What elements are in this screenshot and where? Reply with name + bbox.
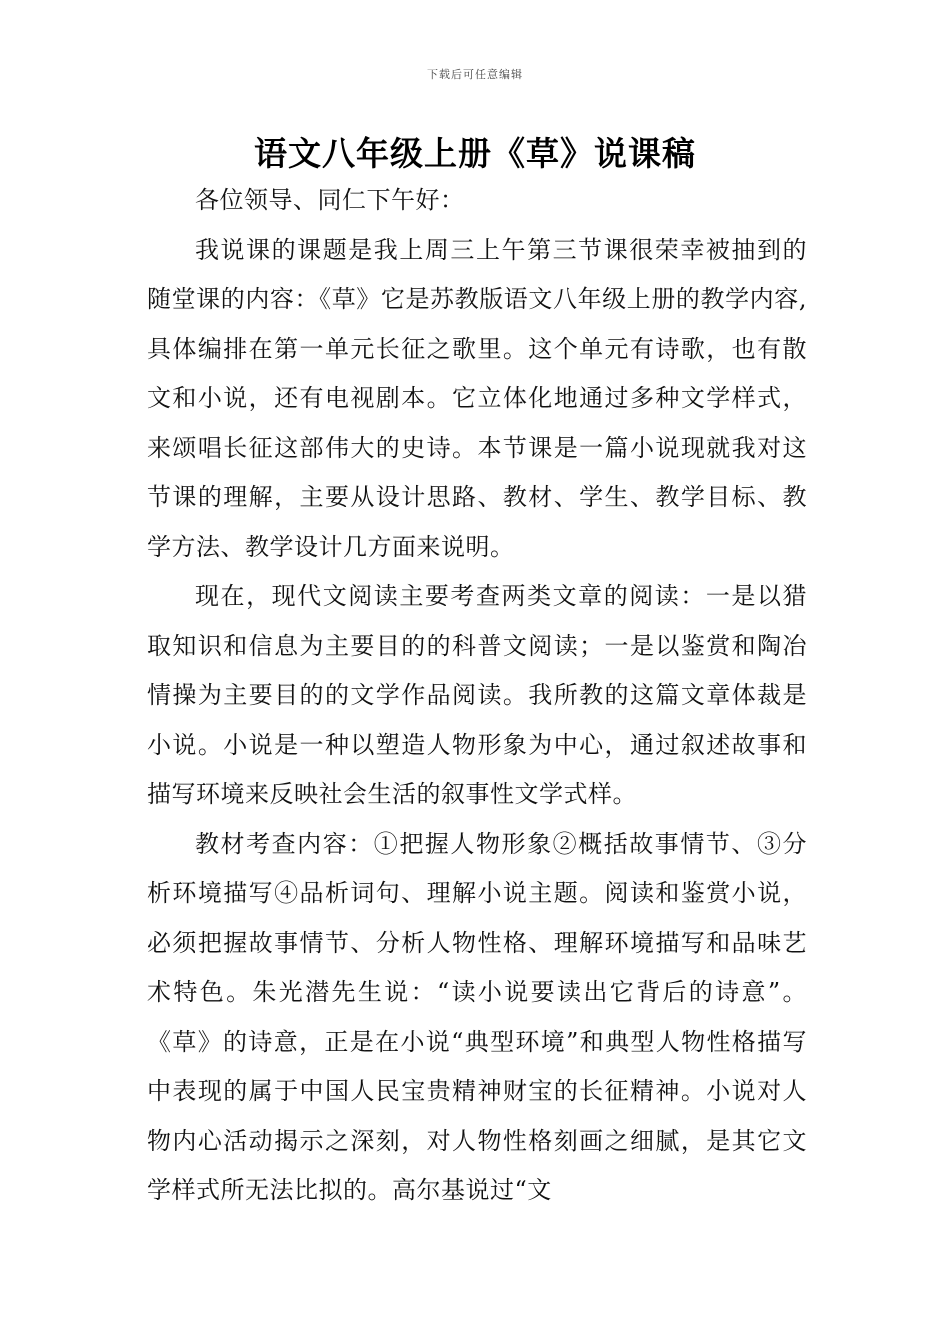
paragraph-intro: 我说课的课题是我上周三上午第三节课很荣幸被抽到的随堂课的内容：《草》它是苏教版语文八年级上册的教学内容,具体编排在第一单元长征之歌里。这个单元有诗歌，也有散文和小说，还有电视剧本。它立体化地通过多种文学样式，来颂唱长征这部伟大的史诗。本节课是一篇小说现就我对这节课的理解，主要从设计思路、教材、学生、教学目标、教学方法、教学设计几方面来说明。	[147, 235, 807, 561]
document-body	[147, 176, 807, 1216]
document-title: 语文八年级上册《草》说课稿	[254, 134, 696, 173]
paragraph-greeting: 各位领导、同仁下午好：	[195, 186, 465, 214]
paragraph-textbook-content: 教材考查内容：①把握人物形象②概括故事情节、③分析环境描写④品析词句、理解小说主题。阅读和鉴赏小说，必须把握故事情节、分析人物性格、理解环境描写和品味艺术特色。朱光潜先生说：“读小说要读出它背后的诗意”。《草》的诗意，正是在小说“典型环境”和典型人物性格描写中表现的属于中国人民宝贵精神财宝的长征精神。小说对人物内心活动揭示之深刻，对人物性格刻画之细腻，是其它文学样式所无法比拟的。高尔基说过“文	[147, 829, 807, 1204]
header-note: 下载后可任意编辑	[427, 68, 523, 81]
paragraph-reading-types: 现在，现代文阅读主要考查两类文章的阅读：一是以猎取知识和信息为主要目的的科普文阅读；一是以鉴赏和陶冶情操为主要目的的文学作品阅读。我所教的这篇文章体裁是小说。小说是一种以塑造人物形象为中心，通过叙述故事和描写环境来反映社会生活的叙事性文学式样。	[147, 582, 807, 808]
